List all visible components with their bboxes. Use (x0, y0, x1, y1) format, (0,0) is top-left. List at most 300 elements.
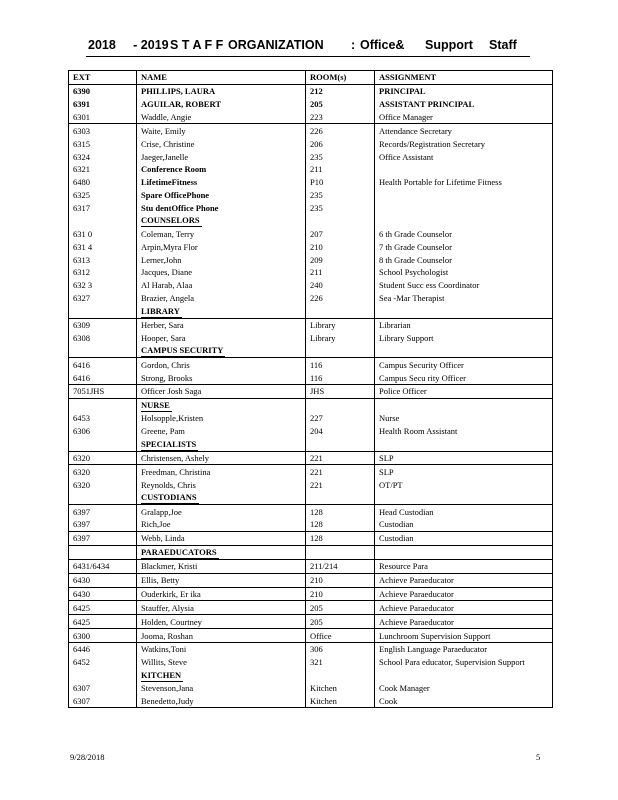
ext-cell (69, 545, 137, 559)
room-cell-text: 211 (310, 164, 323, 175)
room-cell (306, 615, 375, 629)
assignment-cell (375, 227, 553, 240)
room-cell-text: 210 (310, 575, 323, 586)
assignment-cell (375, 84, 553, 97)
ext-cell (69, 587, 137, 601)
ext-cell (69, 189, 137, 202)
table-row (69, 385, 553, 399)
room-cell-text: 206 (310, 138, 323, 149)
ext-cell (69, 253, 137, 266)
room-cell-text: 207 (310, 228, 323, 239)
assignment-cell (375, 358, 553, 371)
table-row (69, 266, 553, 279)
assignment-cell (375, 601, 553, 615)
assignment-cell-text: Custodian (379, 519, 414, 530)
ext-cell (69, 478, 137, 491)
table-row (69, 163, 553, 176)
title-organization: ORGANIZATION (228, 38, 324, 52)
name-cell-text: PARAEDUCATORS (141, 546, 217, 557)
assignment-cell-text: Campus Secu rity Officer (379, 372, 466, 383)
room-cell (306, 163, 375, 176)
room-cell-text: 223 (310, 112, 323, 122)
assignment-cell (375, 642, 553, 655)
ext-cell (69, 629, 137, 643)
ext-cell (69, 425, 137, 438)
room-cell-text: 211/214 (310, 561, 338, 572)
room-cell-text: 116 (310, 359, 323, 370)
ext-cell-text: 6480 (73, 177, 90, 188)
table-row (69, 531, 553, 545)
table-row (69, 253, 553, 266)
assignment-cell (375, 371, 553, 384)
ext-cell-text: 6303 (73, 125, 90, 136)
name-cell-text: NURSE (141, 399, 170, 410)
assignment-cell-text: PRINCIPAL (379, 86, 426, 97)
table-row (69, 518, 553, 531)
assignment-cell (375, 398, 553, 412)
name-cell (137, 137, 306, 150)
ext-cell-text: 6301 (73, 112, 90, 122)
room-cell (306, 531, 375, 545)
footer-date: 9/28/2018 (70, 752, 105, 762)
name-cell (137, 371, 306, 384)
name-cell (137, 518, 306, 531)
name-cell (137, 573, 306, 587)
ext-cell (69, 465, 137, 478)
room-cell (306, 465, 375, 478)
assignment-cell-text: Attendance Secretary (379, 125, 452, 136)
column-header-assignment: ASSIGNMENT (375, 71, 553, 85)
name-cell-text: AGUILAR, ROBERT (141, 99, 221, 110)
assignment-cell (375, 438, 553, 452)
room-cell (306, 656, 375, 669)
room-cell (306, 587, 375, 601)
ext-cell (69, 615, 137, 629)
room-cell-text: 205 (310, 99, 323, 110)
name-cell (137, 358, 306, 371)
assignment-cell-text: Cook Manager (379, 683, 430, 694)
assignment-cell-text: OT/PT (379, 479, 403, 490)
table-row (69, 202, 553, 215)
ext-cell-text: 6312 (73, 267, 90, 278)
assignment-cell (375, 124, 553, 137)
title-years: 2018 - 2019 (88, 38, 169, 52)
ext-cell (69, 318, 137, 331)
table-row (69, 98, 553, 111)
name-cell (137, 214, 306, 227)
assignment-cell-text: 7 th Grade Counselor (379, 241, 452, 252)
table-header-row (69, 71, 553, 85)
room-cell (306, 642, 375, 655)
name-cell-text: Stevenson,Jana (141, 683, 194, 694)
ext-cell (69, 292, 137, 305)
assignment-cell (375, 111, 553, 124)
ext-cell (69, 137, 137, 150)
assignment-cell (375, 518, 553, 531)
name-cell (137, 412, 306, 425)
room-cell-text: 306 (310, 644, 323, 655)
name-cell-text: Greene, Pam (141, 426, 185, 437)
assignment-cell-text: Cook (379, 695, 398, 706)
assignment-cell-text: Resource Para (379, 561, 428, 572)
assignment-cell (375, 505, 553, 518)
assignment-cell-text: Head Custodian (379, 506, 434, 517)
table-row (69, 629, 553, 643)
ext-cell (69, 98, 137, 111)
ext-cell-text: 6397 (73, 506, 90, 517)
name-cell (137, 111, 306, 124)
name-cell (137, 227, 306, 240)
ext-cell (69, 214, 137, 227)
room-cell-text: 221 (310, 466, 323, 477)
ext-cell (69, 412, 137, 425)
table-row (69, 371, 553, 384)
room-cell (306, 266, 375, 279)
room-cell (306, 318, 375, 331)
section-header-row (69, 398, 553, 412)
room-cell-text: 226 (310, 125, 323, 136)
ext-cell-text: 6320 (73, 466, 90, 477)
assignment-cell-text: Achieve Paraeducator (379, 588, 454, 599)
ext-cell-text: 6425 (73, 616, 90, 627)
room-cell-text: P10 (310, 177, 324, 188)
name-cell-text: Al Harab, Alaa (141, 280, 193, 291)
assignment-cell (375, 163, 553, 176)
title-colon: : (351, 38, 356, 52)
ext-cell (69, 385, 137, 399)
assignment-cell (375, 279, 553, 292)
name-cell-text: Benedetto,Judy (141, 695, 194, 706)
room-cell-text: 226 (310, 293, 323, 304)
assignment-cell (375, 412, 553, 425)
room-cell-text: 321 (310, 657, 323, 668)
ext-cell-text: 6430 (73, 575, 90, 586)
table-row (69, 412, 553, 425)
name-cell-text: Watkins,Toni (141, 644, 187, 655)
name-cell-text: SPECIALISTS (141, 438, 197, 449)
ext-cell (69, 601, 137, 615)
name-cell-text: Spare OfficePhone (141, 190, 210, 201)
assignment-cell (375, 559, 553, 573)
section-header-row (69, 305, 553, 319)
section-header-row (69, 344, 553, 358)
ext-cell-text: 6313 (73, 254, 90, 265)
staff-table (68, 70, 553, 708)
assignment-cell (375, 531, 553, 545)
ext-cell (69, 240, 137, 253)
table-row (69, 137, 553, 150)
assignment-cell (375, 253, 553, 266)
assignment-cell (375, 682, 553, 695)
room-cell-text: 128 (310, 506, 323, 517)
room-cell-text: 204 (310, 426, 323, 437)
name-cell-text: Officer Josh Saga (141, 386, 202, 397)
name-cell (137, 465, 306, 478)
assignment-cell (375, 214, 553, 227)
ext-cell (69, 451, 137, 465)
ext-cell (69, 438, 137, 452)
title-office: Office& (360, 38, 405, 52)
assignment-cell-text: 6 th Grade Counselor (379, 228, 452, 239)
ext-cell (69, 398, 137, 412)
room-cell-text: 235 (310, 203, 323, 214)
assignment-cell-text: School Para educator, Supervision Support (379, 657, 525, 668)
name-cell (137, 385, 306, 399)
assignment-cell-text: Achieve Paraeducator (379, 575, 454, 586)
room-cell (306, 491, 375, 505)
room-cell-text: 205 (310, 616, 323, 627)
ext-cell (69, 124, 137, 137)
assignment-cell (375, 98, 553, 111)
assignment-cell-text: SLP (379, 466, 394, 477)
assignment-cell (375, 615, 553, 629)
name-cell (137, 279, 306, 292)
name-cell-text: Ellis, Betty (141, 575, 180, 586)
table-row (69, 176, 553, 189)
name-cell-text: Stauffer, Alysia (141, 602, 194, 613)
room-cell (306, 695, 375, 708)
room-cell-text: 221 (310, 453, 323, 464)
assignment-cell (375, 240, 553, 253)
name-cell-text: Conference Room (141, 164, 207, 175)
room-cell (306, 518, 375, 531)
page-number: 5 (536, 752, 541, 762)
name-cell (137, 451, 306, 465)
assignment-cell-text: Sea -Mar Therapist (379, 293, 445, 304)
assignment-cell (375, 385, 553, 399)
ext-cell (69, 682, 137, 695)
name-cell-text: CUSTODIANS (141, 492, 197, 503)
room-cell (306, 545, 375, 559)
name-cell (137, 266, 306, 279)
table-row (69, 189, 553, 202)
table-row (69, 465, 553, 478)
ext-cell-text: 632 3 (73, 280, 93, 291)
name-cell-text: Coleman, Terry (141, 228, 195, 239)
name-cell (137, 682, 306, 695)
assignment-cell (375, 573, 553, 587)
name-cell (137, 150, 306, 163)
ext-cell-text: 6397 (73, 533, 90, 544)
assignment-cell (375, 266, 553, 279)
section-header-row (69, 491, 553, 505)
name-cell-text: Brazier, Angela (141, 293, 194, 304)
assignment-cell (375, 478, 553, 491)
ext-cell-text: 631 0 (73, 228, 93, 239)
assignment-cell (375, 451, 553, 465)
assignment-cell-text: Custodian (379, 533, 414, 544)
title-staff-word: Staff (489, 38, 517, 52)
ext-cell-text: 6317 (73, 203, 90, 214)
assignment-cell-text: Lunchroom Supervision Support (379, 630, 491, 641)
ext-cell (69, 669, 137, 682)
ext-cell (69, 176, 137, 189)
assignment-cell-text: Librarian (379, 320, 411, 331)
assignment-cell-text: 8 th Grade Counselor (379, 254, 452, 265)
ext-cell (69, 491, 137, 505)
name-cell-text: Gordon, Chris (141, 359, 190, 370)
document-title (88, 38, 528, 56)
room-cell (306, 682, 375, 695)
ext-cell (69, 150, 137, 163)
table-row (69, 84, 553, 97)
assignment-cell-text: ASSISTANT PRINCIPAL (379, 99, 475, 110)
room-cell (306, 425, 375, 438)
ext-cell-text: 7051JHS (73, 386, 105, 397)
assignment-cell (375, 344, 553, 358)
assignment-cell-text: Health Room Assistant (379, 426, 458, 437)
ext-cell (69, 573, 137, 587)
room-cell-text: Office (310, 630, 332, 641)
name-cell (137, 202, 306, 215)
table-row (69, 601, 553, 615)
assignment-cell-text: Student Succ ess Coordinator (379, 280, 480, 291)
room-cell-text: 227 (310, 413, 323, 424)
table-row (69, 358, 553, 371)
name-cell-text: Freedman, Christina (141, 466, 211, 477)
name-cell (137, 505, 306, 518)
room-cell-text: 210 (310, 588, 323, 599)
name-cell-text: Jaeger,Janelle (141, 151, 189, 162)
assignment-cell (375, 425, 553, 438)
ext-cell-text: 6430 (73, 588, 90, 599)
assignment-cell-text: School Psychologist (379, 267, 449, 278)
assignment-cell-text: Office Manager (379, 112, 433, 122)
name-cell (137, 587, 306, 601)
name-cell-text: Reynolds, Chris (141, 479, 196, 490)
name-cell-text: Christensen, Ashely (141, 453, 209, 464)
name-cell-text: Blackmer, Kristi (141, 561, 198, 572)
name-cell (137, 84, 306, 97)
room-cell-text: Library (310, 320, 336, 331)
name-cell (137, 642, 306, 655)
room-cell (306, 240, 375, 253)
room-cell (306, 371, 375, 384)
name-cell-text: PHILLIPS, LAURA (141, 86, 216, 97)
room-cell (306, 559, 375, 573)
name-cell (137, 615, 306, 629)
table-row (69, 682, 553, 695)
room-cell-text: Library (310, 332, 336, 343)
ext-cell-text: 6321 (73, 164, 90, 175)
assignment-cell (375, 318, 553, 331)
table-row (69, 111, 553, 124)
room-cell-text: 205 (310, 602, 323, 613)
ext-cell (69, 559, 137, 573)
ext-cell (69, 371, 137, 384)
name-cell-text: Hooper, Sara (141, 332, 186, 343)
ext-cell-text: 6431/6434 (73, 561, 110, 572)
assignment-cell (375, 137, 553, 150)
ext-cell-text: 6307 (73, 695, 90, 706)
name-cell-text: Webb, Linda (141, 533, 185, 544)
room-cell (306, 305, 375, 319)
room-cell-text: 210 (310, 241, 323, 252)
name-cell (137, 305, 306, 319)
assignment-cell (375, 176, 553, 189)
assignment-cell-text: Achieve Paraeducator (379, 602, 454, 613)
room-cell-text: JHS (310, 386, 325, 397)
assignment-cell (375, 669, 553, 682)
assignment-cell (375, 695, 553, 708)
name-cell-text: LifetimeFitness (141, 177, 198, 188)
name-cell (137, 253, 306, 266)
section-header-row (69, 438, 553, 452)
title-underline (86, 56, 530, 57)
ext-cell-text: 6320 (73, 479, 90, 490)
ext-cell-text: 6397 (73, 519, 90, 530)
name-cell-text: Willits, Steve (141, 657, 187, 668)
ext-cell-text: 631 4 (73, 241, 93, 252)
name-cell (137, 163, 306, 176)
name-cell (137, 425, 306, 438)
name-cell (137, 292, 306, 305)
name-cell-text: Stu dentOffice Phone (141, 203, 219, 214)
room-cell (306, 279, 375, 292)
table-row (69, 451, 553, 465)
assignment-cell (375, 331, 553, 344)
assignment-cell-text: Records/Registration Secretary (379, 138, 485, 149)
name-cell (137, 189, 306, 202)
ext-cell (69, 505, 137, 518)
room-cell-text: Kitchen (310, 695, 337, 706)
assignment-cell (375, 305, 553, 319)
assignment-cell (375, 629, 553, 643)
ext-cell (69, 344, 137, 358)
room-cell (306, 344, 375, 358)
table-row (69, 240, 553, 253)
ext-cell-text: 6308 (73, 332, 90, 343)
table-row (69, 124, 553, 137)
section-header-row (69, 545, 553, 559)
ext-cell-text: 6315 (73, 138, 90, 149)
assignment-cell (375, 545, 553, 559)
name-cell-text: Gralapp,Joe (141, 506, 182, 517)
assignment-cell (375, 189, 553, 202)
room-cell (306, 331, 375, 344)
ext-cell-text: 6452 (73, 657, 90, 668)
table-row (69, 478, 553, 491)
room-cell-text: 240 (310, 280, 323, 291)
assignment-cell-text: Police Officer (379, 386, 427, 397)
table-row (69, 227, 553, 240)
table-row (69, 425, 553, 438)
room-cell (306, 451, 375, 465)
room-cell-text: 221 (310, 479, 323, 490)
assignment-cell (375, 465, 553, 478)
room-cell (306, 573, 375, 587)
room-cell (306, 629, 375, 643)
table-row (69, 642, 553, 655)
name-cell (137, 124, 306, 137)
room-cell-text: 235 (310, 151, 323, 162)
assignment-cell-text: Campus Security Officer (379, 359, 464, 370)
room-cell (306, 189, 375, 202)
assignment-cell-text: Office Assistant (379, 151, 434, 162)
ext-cell (69, 202, 137, 215)
room-cell (306, 214, 375, 227)
name-cell (137, 531, 306, 545)
name-cell-text: KITCHEN (141, 669, 182, 680)
room-cell (306, 124, 375, 137)
table-row (69, 656, 553, 669)
ext-cell (69, 163, 137, 176)
name-cell-text: Crise, Christine (141, 138, 195, 149)
name-cell (137, 176, 306, 189)
table-row (69, 292, 553, 305)
room-cell (306, 176, 375, 189)
ext-cell (69, 695, 137, 708)
